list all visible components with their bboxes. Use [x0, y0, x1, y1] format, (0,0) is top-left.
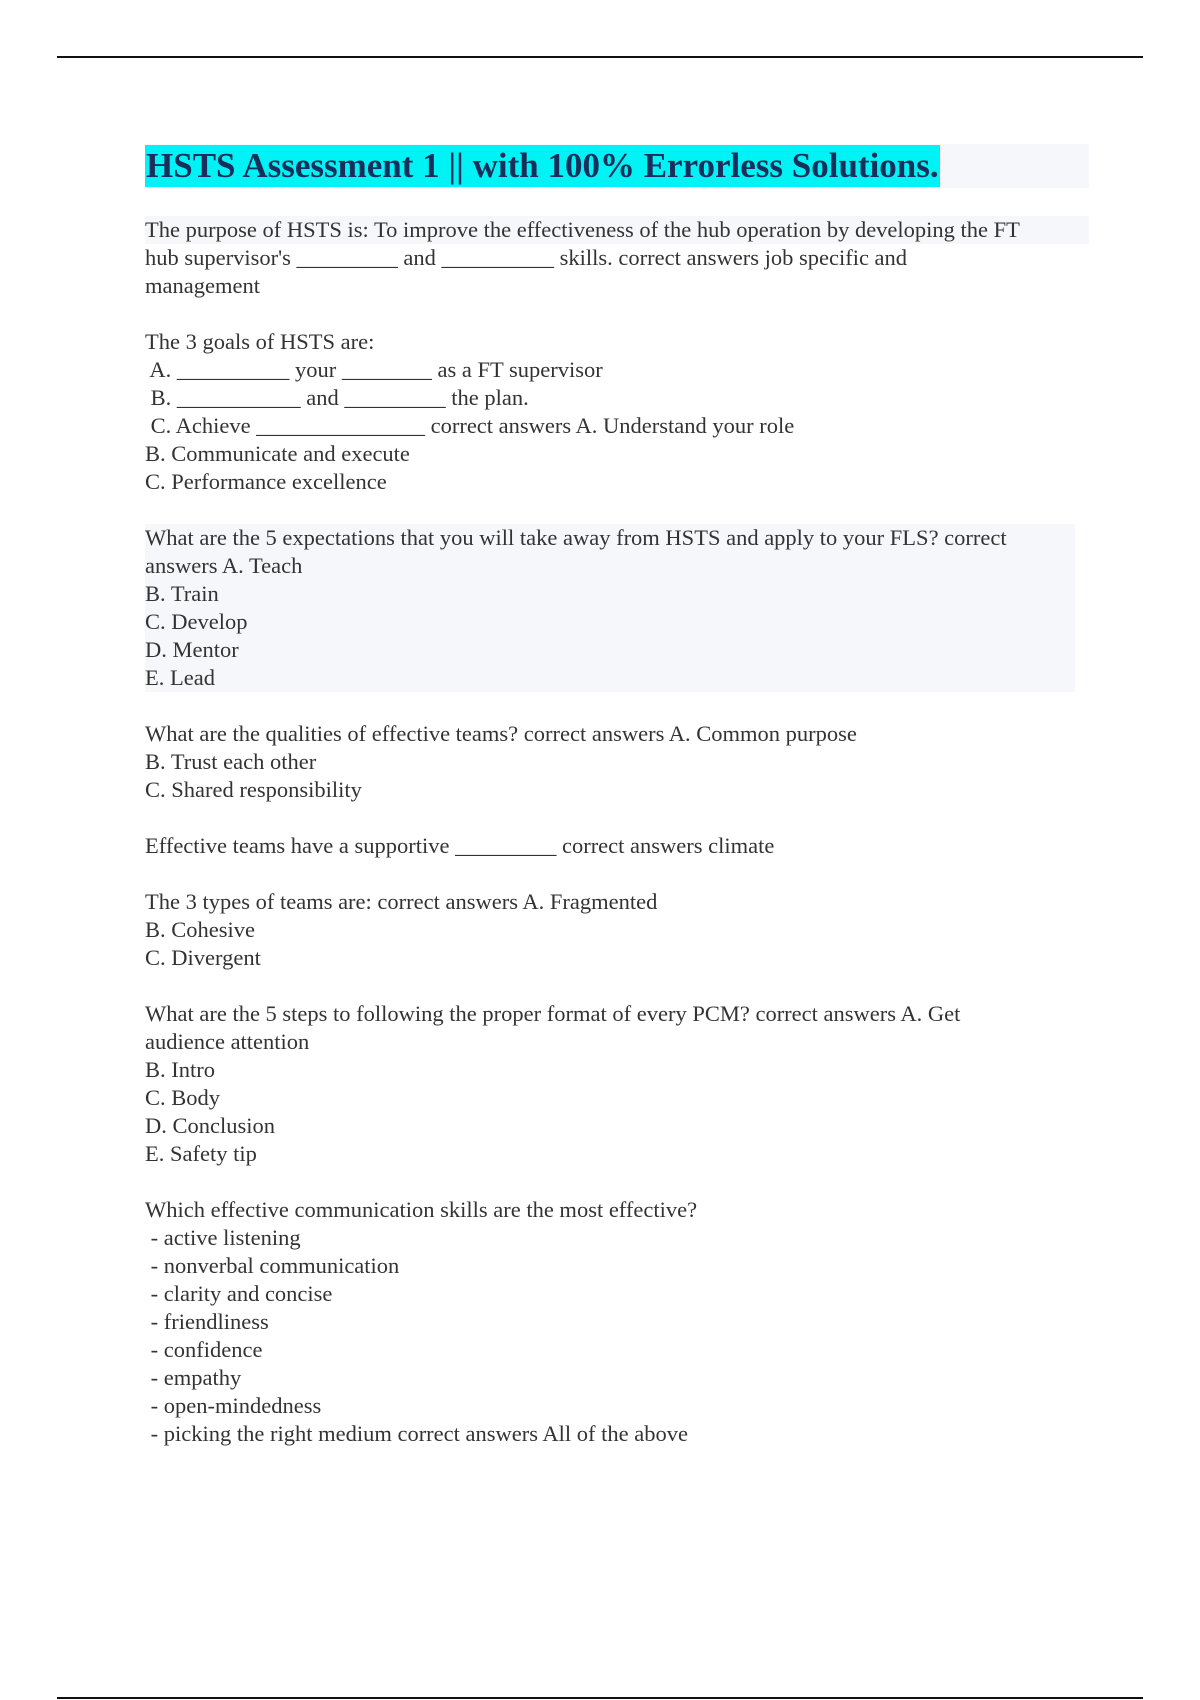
qa-block-goals	[145, 328, 1089, 496]
text-line: - confidence	[145, 1337, 263, 1362]
title-bar	[145, 144, 1089, 188]
text-line: - friendliness	[145, 1309, 269, 1334]
text-line: C. Body	[145, 1085, 221, 1110]
text-line: The purpose of HSTS is: To improve the effectiveness of the hub operation by developing the FT	[145, 216, 1089, 244]
text-line: C. Develop	[145, 609, 248, 634]
text-line: - nonverbal communication	[145, 1253, 400, 1278]
text-line: - clarity and concise	[145, 1281, 333, 1306]
text-line: - open-mindedness	[145, 1393, 322, 1418]
qa-block-expectations	[145, 524, 1075, 692]
qa-block-pcm-steps	[145, 1000, 1089, 1168]
text-line: - picking the right medium correct answers All of the above	[145, 1421, 688, 1446]
text-line: B. ___________ and _________ the plan.	[145, 385, 529, 410]
text-line: audience attention	[145, 1029, 310, 1054]
text-line: What are the 5 steps to following the proper format of every PCM? correct answers A. Get	[145, 1001, 961, 1026]
text-line: management	[145, 273, 260, 298]
qa-block-team-types	[145, 888, 1089, 972]
text-line: C. Divergent	[145, 945, 261, 970]
document-title: HSTS Assessment 1 || with 100% Errorless Solutions.	[146, 146, 939, 185]
text-line: hub supervisor's _________ and __________ skills. correct answers job specific and	[145, 245, 908, 270]
text-line: - active listening	[145, 1225, 301, 1250]
text-line: - empathy	[145, 1365, 242, 1390]
qa-block-purpose	[145, 216, 1089, 300]
text-line: C. Achieve _______________ correct answers A. Understand your role	[145, 413, 795, 438]
text-line: answers A. Teach	[145, 553, 303, 578]
text-line: A. __________ your ________ as a FT supervisor	[145, 357, 603, 382]
top-rule	[57, 56, 1143, 58]
text-line: Effective teams have a supportive _________ correct answers climate	[145, 833, 775, 858]
text-line: D. Mentor	[145, 637, 239, 662]
text-line: What are the qualities of effective teams? correct answers A. Common purpose	[145, 721, 857, 746]
text-line: B. Cohesive	[145, 917, 255, 942]
qa-block-climate	[145, 832, 1089, 860]
qa-block-team-qualities	[145, 720, 1089, 804]
text-line: C. Performance excellence	[145, 469, 387, 494]
text-line: B. Train	[145, 581, 219, 606]
text-line: What are the 5 expectations that you will take away from HSTS and apply to your FLS? correct	[145, 525, 1007, 550]
bottom-rule	[57, 1697, 1143, 1699]
text-line: Which effective communication skills are the most effective?	[145, 1197, 698, 1222]
document-body	[145, 144, 1089, 1448]
text-line: The 3 goals of HSTS are:	[145, 329, 375, 354]
text-line: The 3 types of teams are: correct answers A. Fragmented	[145, 889, 658, 914]
text-line: C. Shared responsibility	[145, 777, 362, 802]
text-line: E. Lead	[145, 665, 215, 690]
qa-block-communication-skills	[145, 1196, 1089, 1448]
text-line: B. Intro	[145, 1057, 215, 1082]
text-line: D. Conclusion	[145, 1113, 276, 1138]
text-line: B. Communicate and execute	[145, 441, 410, 466]
text-line: E. Safety tip	[145, 1141, 257, 1166]
text-line: B. Trust each other	[145, 749, 317, 774]
